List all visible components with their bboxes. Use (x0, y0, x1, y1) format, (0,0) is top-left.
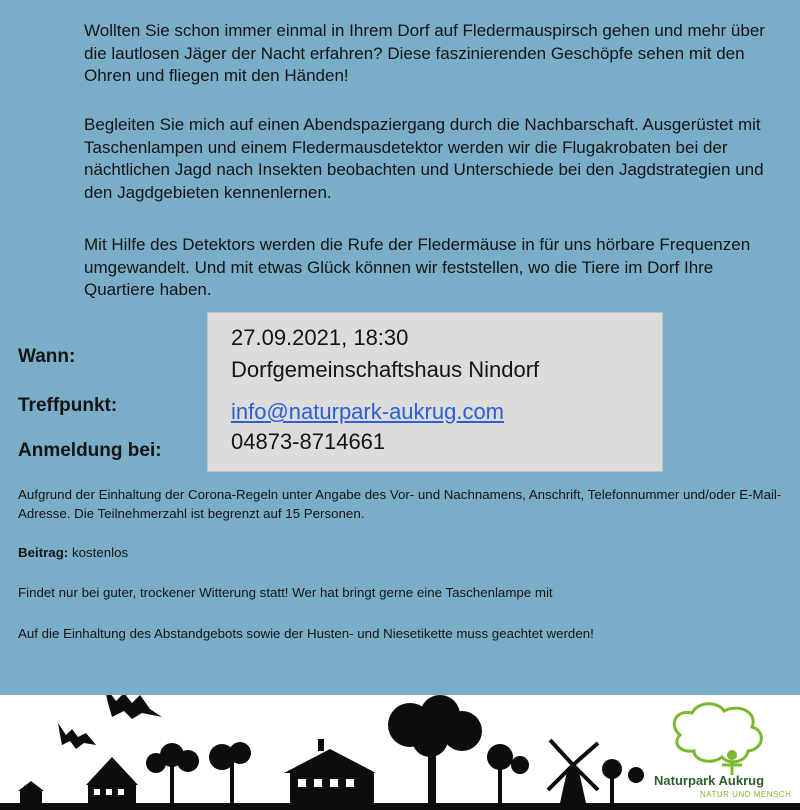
bat-icon (58, 723, 96, 749)
village-silhouette (0, 695, 800, 810)
registration-label: Anmeldung bei: (18, 440, 162, 461)
contact-email-link[interactable]: info@naturpark-aukrug.com (231, 399, 505, 424)
when-label: Wann: (18, 346, 76, 367)
logo-name-part1: Naturpark (654, 773, 719, 788)
footer-banner (0, 695, 800, 810)
event-date-time: 27.09.2021, 18:30 (231, 325, 409, 350)
contact-phone: 04873-8714661 (231, 429, 386, 454)
weather-note: Findet nur bei guter, trockener Witterung statt! Wer hat bringt gerne eine Taschenlampe mit (18, 585, 553, 600)
bat-icon (104, 695, 162, 719)
intro-paragraph-2 (84, 114, 784, 204)
fee-label: Beitrag: (18, 545, 69, 560)
intro-text-3: Mit Hilfe des Detektors werden die Rufe der Fledermäuse in für uns hörbare Frequenzen umgewandelt. Und mit etwas Glück können wir feststellen, wo die Tiere im Dorf Ihre Quartiere haben. (84, 235, 751, 299)
distance-note: Auf die Einhaltung des Abstandgebots sowie der Husten- und Niesetikette muss geachtet werden! (18, 626, 594, 641)
logo-name-part2: Aukrug (718, 773, 765, 788)
intro-text-2: Begleiten Sie mich auf einen Abendspaziergang durch die Nachbarschaft. Ausgerüstet mit Taschenlampen und einem Fledermausdetektor werden wir die Flugakrobaten bei der nächtlichen Jagd nach Insekten beobachten und Unterschiede bei den Jagdstrategien und den Jagdgebieten kennenlernen. (84, 115, 764, 202)
logo-name (654, 773, 764, 788)
intro-paragraph-1 (84, 20, 784, 88)
intro-paragraph-3 (84, 234, 784, 302)
meeting-point-label: Treffpunkt: (18, 395, 118, 416)
fee-note (18, 543, 788, 562)
naturpark-logo-icon (674, 704, 761, 775)
intro-text-1: Wollten Sie schon immer einmal in Ihrem Dorf auf Fledermauspirsch gehen und mehr über die lautlosen Jäger der Nacht erfahren? Diese faszinierenden Geschöpfe sehen mit den Ohren und fliegen mit den Händen! (84, 21, 765, 85)
event-info-box (207, 312, 663, 472)
event-place: Dorfgemeinschaftshaus Nindorf (231, 357, 540, 382)
corona-note: Aufgrund der Einhaltung der Corona-Regeln unter Angabe des Vor- und Nachnamens, Anschrift, Telefonnummer und/oder E-Mail-Adresse. Die Teilnehmerzahl ist begrenzt auf 15 Personen. (18, 487, 782, 521)
logo-tagline: NATUR UND MENSCH (700, 790, 792, 799)
fee-value: kostenlos (68, 545, 129, 560)
